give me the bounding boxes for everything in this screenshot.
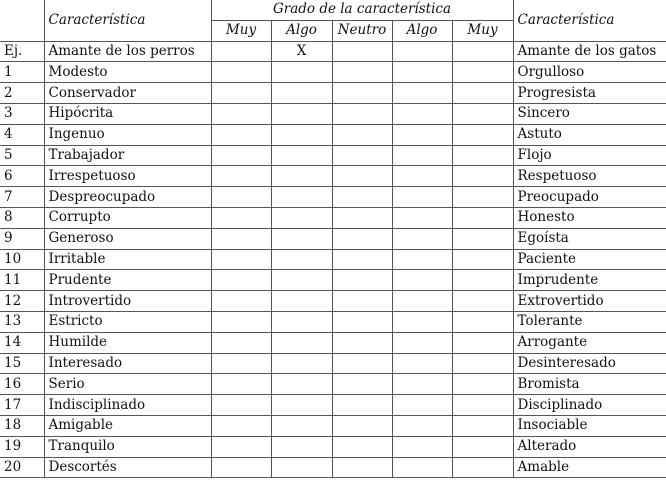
grade-cell[interactable] (271, 415, 332, 436)
right-characteristic: Disciplinado (513, 395, 666, 416)
grade-cell[interactable] (392, 291, 452, 312)
grade-cell[interactable] (332, 228, 392, 249)
table-row (0, 145, 666, 166)
table-row (0, 457, 666, 478)
grade-cell[interactable] (332, 62, 392, 83)
grade-cell[interactable] (392, 311, 452, 332)
grade-cell[interactable] (271, 83, 332, 104)
grade-cell[interactable] (392, 270, 452, 291)
grade-cell[interactable] (211, 62, 271, 83)
grade-cell[interactable] (452, 395, 513, 416)
grade-cell[interactable] (452, 124, 513, 145)
table-row (0, 207, 666, 228)
table-row (0, 83, 666, 104)
grade-cell[interactable] (332, 436, 392, 457)
grade-cell[interactable] (211, 249, 271, 270)
grade-cell[interactable] (332, 41, 392, 62)
grade-cell[interactable] (271, 374, 332, 395)
grade-cell[interactable] (332, 166, 392, 187)
grade-cell[interactable] (211, 145, 271, 166)
right-characteristic: Tolerante (513, 311, 666, 332)
grade-cell[interactable] (392, 228, 452, 249)
row-number: 17 (0, 395, 44, 416)
table-row (0, 374, 666, 395)
scale-header-algo-left: Algo (271, 20, 332, 41)
grade-cell[interactable] (332, 187, 392, 208)
grade-cell[interactable] (271, 395, 332, 416)
grade-cell[interactable] (452, 270, 513, 291)
grade-cell[interactable] (332, 395, 392, 416)
grade-cell[interactable] (392, 374, 452, 395)
grade-cell[interactable] (332, 124, 392, 145)
row-number: 7 (0, 187, 44, 208)
grade-cell[interactable] (332, 311, 392, 332)
grade-cell[interactable] (392, 457, 452, 478)
right-characteristic: Desinteresado (513, 353, 666, 374)
row-number: 1 (0, 62, 44, 83)
grade-cell[interactable] (211, 270, 271, 291)
grade-cell[interactable] (211, 332, 271, 353)
right-characteristic: Amante de los gatos (513, 41, 666, 62)
row-number: 20 (0, 457, 44, 478)
row-number: 15 (0, 353, 44, 374)
grade-cell[interactable] (271, 311, 332, 332)
left-characteristic: Amante de los perros (44, 41, 211, 62)
row-number: 5 (0, 145, 44, 166)
grade-cell[interactable] (452, 41, 513, 62)
grade-cell[interactable] (332, 291, 392, 312)
left-characteristic: Amigable (44, 415, 211, 436)
grade-group-header: Grado de la característica (211, 0, 513, 20)
table-row (0, 353, 666, 374)
grade-cell[interactable] (211, 83, 271, 104)
grade-cell[interactable] (211, 395, 271, 416)
right-characteristic: Arrogante (513, 332, 666, 353)
grade-cell[interactable] (332, 415, 392, 436)
grade-cell[interactable] (332, 83, 392, 104)
left-characteristic: Tranquilo (44, 436, 211, 457)
left-characteristic: Generoso (44, 228, 211, 249)
grade-cell[interactable] (211, 124, 271, 145)
row-number: 3 (0, 103, 44, 124)
grade-cell[interactable] (211, 166, 271, 187)
grade-cell[interactable] (332, 457, 392, 478)
right-characteristic: Extrovertido (513, 291, 666, 312)
grade-cell[interactable] (332, 332, 392, 353)
table-row (0, 124, 666, 145)
scale-header-muy-left: Muy (211, 20, 271, 41)
grade-cell[interactable]: X (271, 41, 332, 62)
table-row (0, 270, 666, 291)
left-characteristic: Ingenuo (44, 124, 211, 145)
grade-cell[interactable] (271, 187, 332, 208)
right-characteristic: Orgulloso (513, 62, 666, 83)
right-characteristic: Preocupado (513, 187, 666, 208)
left-characteristic: Irrespetuoso (44, 166, 211, 187)
grade-cell[interactable] (332, 249, 392, 270)
row-number: 9 (0, 228, 44, 249)
number-column-header (0, 0, 44, 41)
grade-cell[interactable] (211, 207, 271, 228)
right-characteristic: Alterado (513, 436, 666, 457)
left-characteristic: Introvertido (44, 291, 211, 312)
grade-cell[interactable] (332, 207, 392, 228)
grade-cell[interactable] (271, 249, 332, 270)
right-characteristic: Egoísta (513, 228, 666, 249)
grade-cell[interactable] (211, 436, 271, 457)
grade-cell[interactable] (452, 353, 513, 374)
grade-cell[interactable] (271, 291, 332, 312)
grade-cell[interactable] (271, 124, 332, 145)
right-characteristic: Paciente (513, 249, 666, 270)
grade-cell[interactable] (271, 207, 332, 228)
row-number: 14 (0, 332, 44, 353)
grade-cell[interactable] (392, 249, 452, 270)
grade-cell[interactable] (332, 270, 392, 291)
left-characteristic: Corrupto (44, 207, 211, 228)
table-row (0, 228, 666, 249)
left-characteristic: Serio (44, 374, 211, 395)
left-characteristic: Modesto (44, 62, 211, 83)
grade-cell[interactable] (392, 187, 452, 208)
right-characteristic-header: Característica (513, 0, 666, 41)
grade-cell[interactable] (392, 103, 452, 124)
grade-cell[interactable] (211, 311, 271, 332)
table-row (0, 41, 666, 62)
grade-cell[interactable] (452, 145, 513, 166)
row-number: 6 (0, 166, 44, 187)
right-characteristic: Astuto (513, 124, 666, 145)
row-number: 2 (0, 83, 44, 104)
grade-cell[interactable] (392, 62, 452, 83)
grade-cell[interactable] (271, 353, 332, 374)
grade-cell[interactable] (271, 270, 332, 291)
grade-cell[interactable] (392, 145, 452, 166)
grade-cell[interactable] (452, 62, 513, 83)
grade-cell[interactable] (271, 103, 332, 124)
table-row (0, 62, 666, 83)
right-characteristic: Imprudente (513, 270, 666, 291)
grade-cell[interactable] (452, 415, 513, 436)
row-number: 19 (0, 436, 44, 457)
right-characteristic: Amable (513, 457, 666, 478)
grade-cell[interactable] (452, 436, 513, 457)
grade-cell[interactable] (211, 41, 271, 62)
table-row (0, 249, 666, 270)
row-number: 8 (0, 207, 44, 228)
left-characteristic: Prudente (44, 270, 211, 291)
left-characteristic-header: Característica (44, 0, 211, 41)
scale-header-algo-right: Algo (392, 20, 452, 41)
grade-cell[interactable] (211, 415, 271, 436)
grade-cell[interactable] (271, 436, 332, 457)
scale-header-muy-right: Muy (452, 20, 513, 41)
table-row (0, 187, 666, 208)
left-characteristic: Conservador (44, 83, 211, 104)
grade-cell[interactable] (211, 103, 271, 124)
right-characteristic: Sincero (513, 103, 666, 124)
grade-cell[interactable] (392, 353, 452, 374)
row-number: 4 (0, 124, 44, 145)
grade-cell[interactable] (271, 457, 332, 478)
left-characteristic: Indisciplinado (44, 395, 211, 416)
row-number: 16 (0, 374, 44, 395)
grade-cell[interactable] (271, 62, 332, 83)
grade-cell[interactable] (452, 187, 513, 208)
grade-cell[interactable] (452, 291, 513, 312)
row-number: 12 (0, 291, 44, 312)
grade-cell[interactable] (271, 166, 332, 187)
grade-cell[interactable] (452, 374, 513, 395)
grade-cell[interactable] (392, 124, 452, 145)
grade-cell[interactable] (452, 166, 513, 187)
table-row (0, 311, 666, 332)
row-number: Ej. (0, 41, 44, 62)
table-row (0, 103, 666, 124)
grade-cell[interactable] (211, 228, 271, 249)
grade-cell[interactable] (332, 353, 392, 374)
scale-header-neutro: Neutro (332, 20, 392, 41)
row-number: 11 (0, 270, 44, 291)
row-number: 13 (0, 311, 44, 332)
grade-cell[interactable] (271, 145, 332, 166)
grade-cell[interactable] (452, 249, 513, 270)
left-characteristic: Interesado (44, 353, 211, 374)
right-characteristic: Progresista (513, 83, 666, 104)
table-row (0, 291, 666, 312)
table-row (0, 166, 666, 187)
right-characteristic: Respetuoso (513, 166, 666, 187)
table-row (0, 395, 666, 416)
table-body (0, 41, 666, 478)
grade-cell[interactable] (392, 166, 452, 187)
grade-cell[interactable] (452, 332, 513, 353)
grade-cell[interactable] (211, 374, 271, 395)
right-characteristic: Insociable (513, 415, 666, 436)
grade-cell[interactable] (332, 103, 392, 124)
right-characteristic: Honesto (513, 207, 666, 228)
grade-cell[interactable] (392, 395, 452, 416)
left-characteristic: Humilde (44, 332, 211, 353)
grade-cell[interactable] (452, 228, 513, 249)
grade-cell[interactable] (211, 457, 271, 478)
left-characteristic: Estricto (44, 311, 211, 332)
grade-cell[interactable] (392, 436, 452, 457)
grade-cell[interactable] (452, 83, 513, 104)
grade-cell[interactable] (392, 41, 452, 62)
grade-cell[interactable] (392, 332, 452, 353)
table-row (0, 436, 666, 457)
table-row (0, 415, 666, 436)
row-number: 18 (0, 415, 44, 436)
grade-cell[interactable] (392, 415, 452, 436)
grade-cell[interactable] (332, 374, 392, 395)
grade-cell[interactable] (452, 457, 513, 478)
grade-cell[interactable] (211, 291, 271, 312)
right-characteristic: Bromista (513, 374, 666, 395)
grade-cell[interactable] (271, 228, 332, 249)
grade-cell[interactable] (452, 207, 513, 228)
grade-cell[interactable] (271, 332, 332, 353)
grade-cell[interactable] (332, 145, 392, 166)
row-number: 10 (0, 249, 44, 270)
right-characteristic: Flojo (513, 145, 666, 166)
table-row (0, 332, 666, 353)
grade-cell[interactable] (392, 207, 452, 228)
grade-cell[interactable] (211, 187, 271, 208)
left-characteristic: Descortés (44, 457, 211, 478)
grade-cell[interactable] (452, 311, 513, 332)
left-characteristic: Hipócrita (44, 103, 211, 124)
left-characteristic: Irritable (44, 249, 211, 270)
left-characteristic: Despreocupado (44, 187, 211, 208)
left-characteristic: Trabajador (44, 145, 211, 166)
grade-cell[interactable] (211, 353, 271, 374)
header-row-top (0, 0, 666, 20)
grade-cell[interactable] (452, 103, 513, 124)
grade-cell[interactable] (392, 83, 452, 104)
